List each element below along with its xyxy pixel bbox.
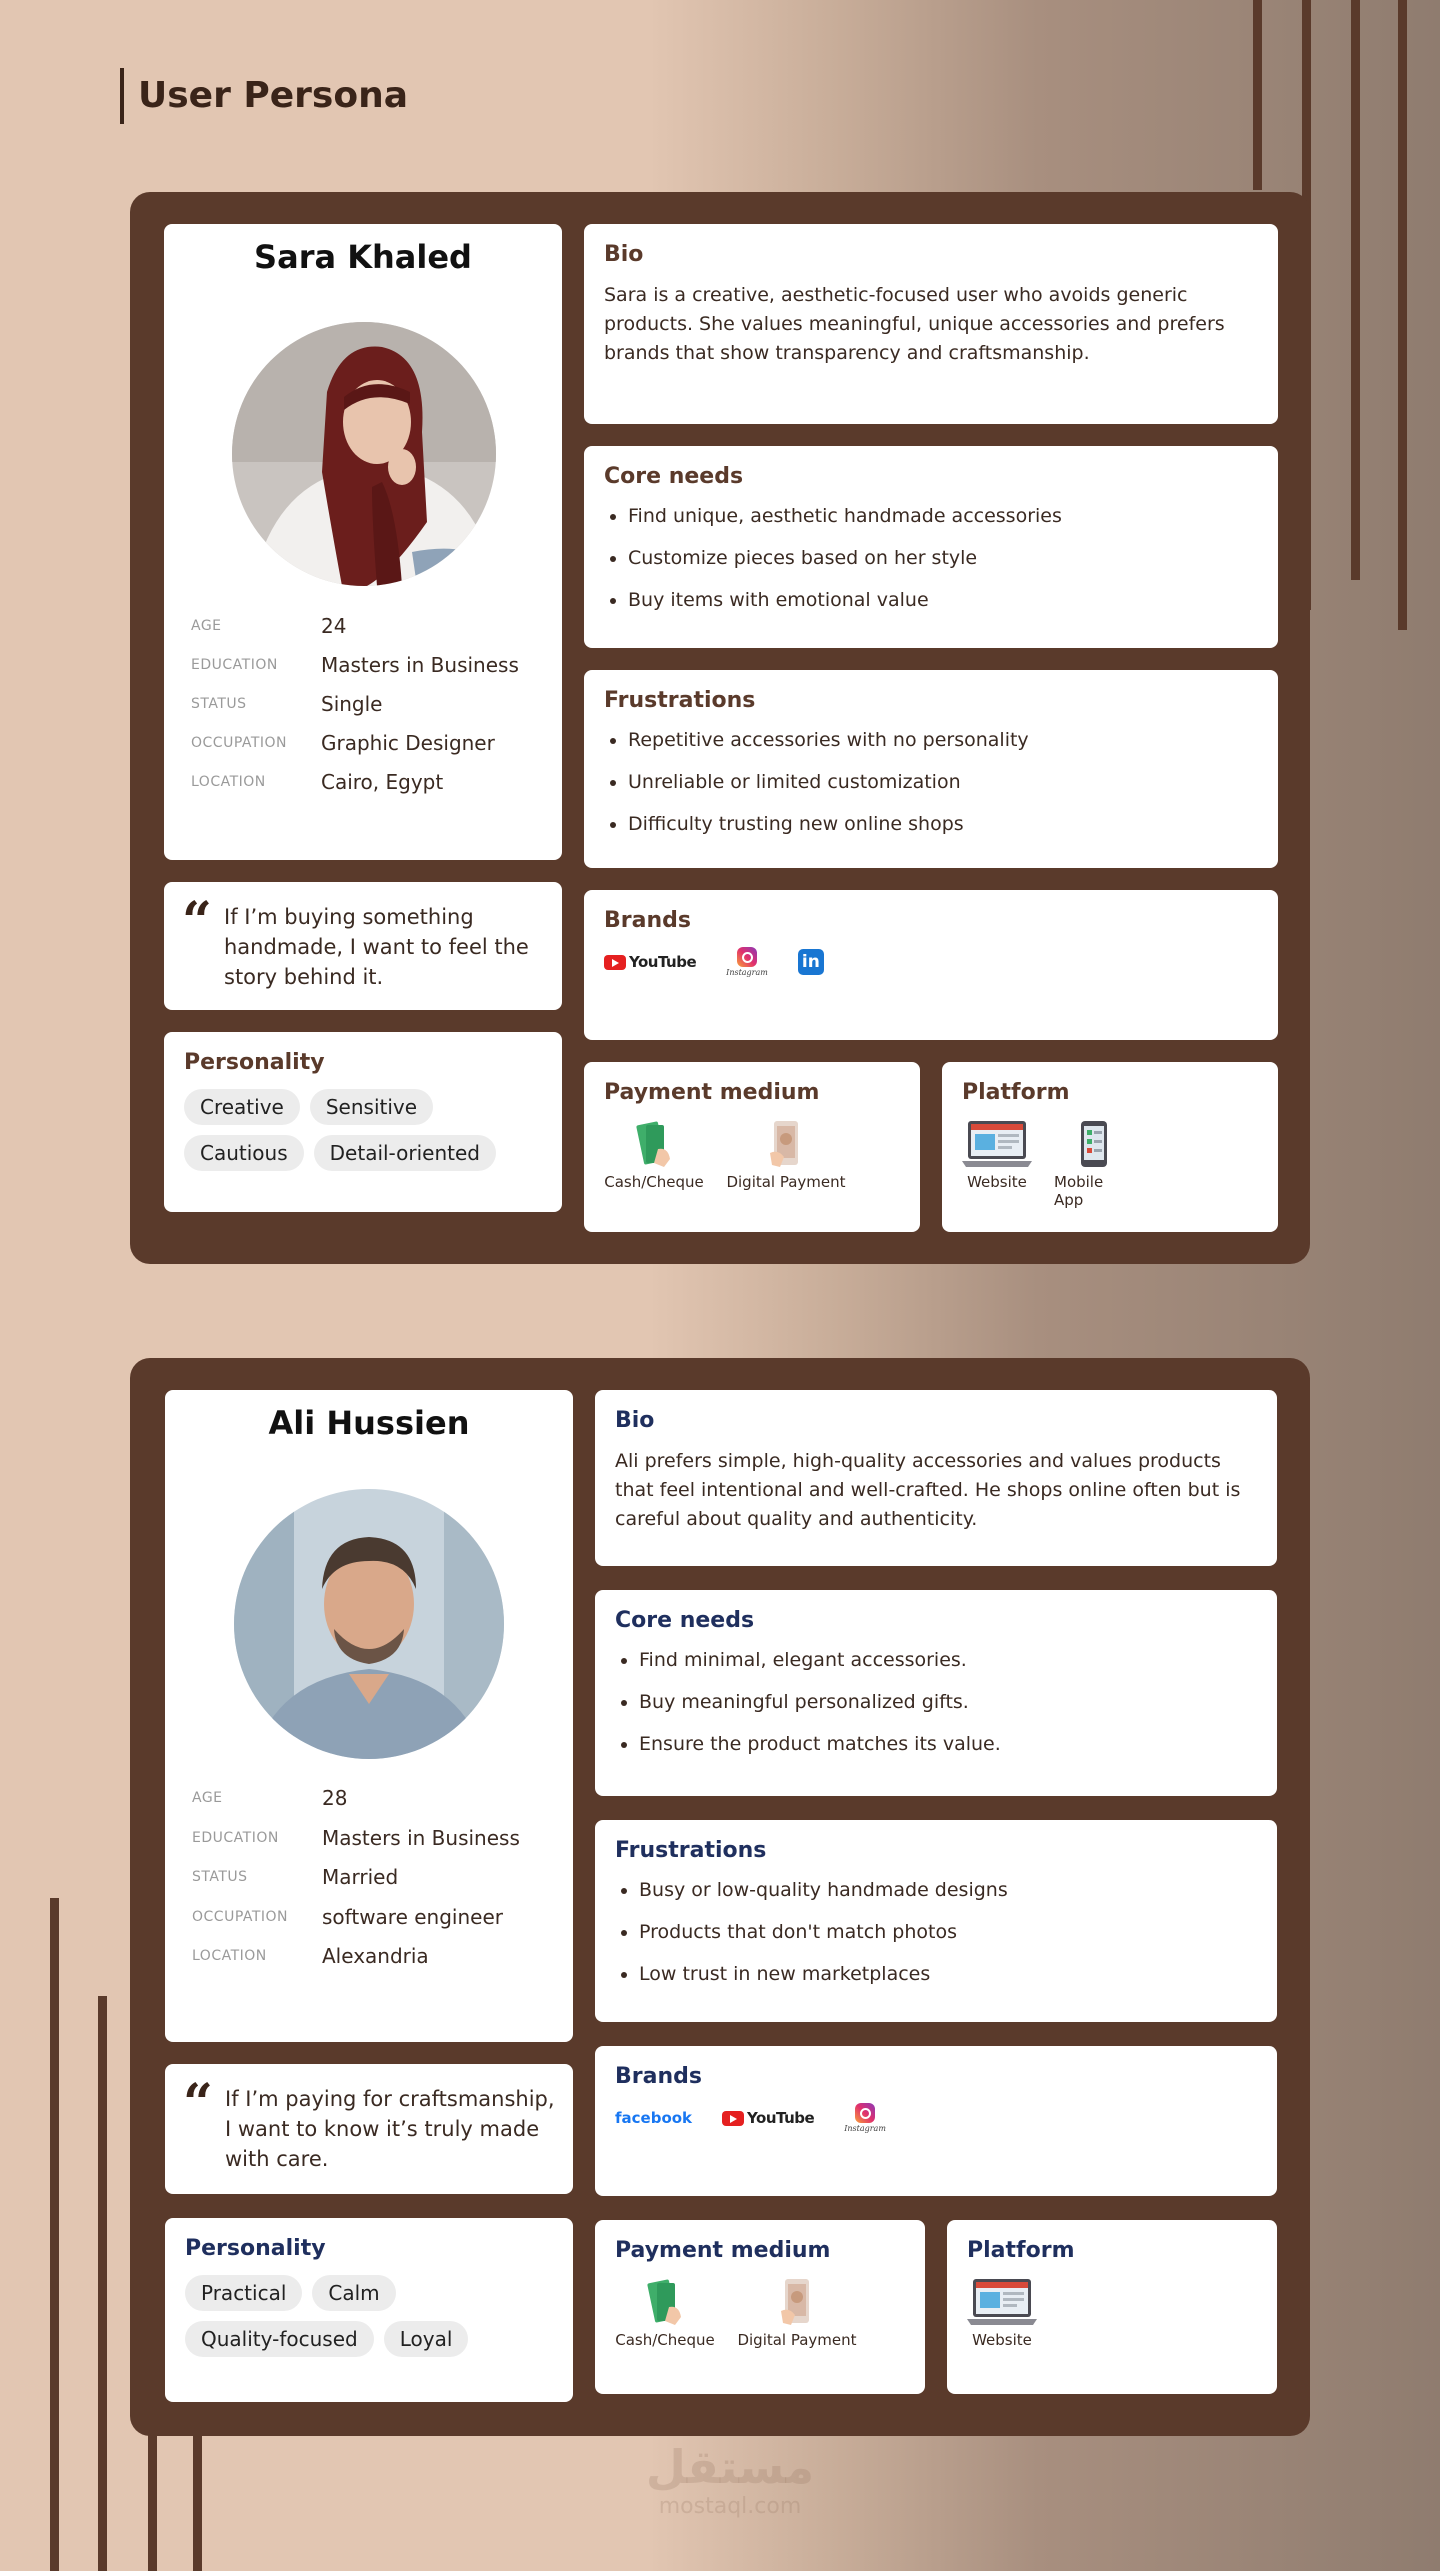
info-status	[191, 692, 382, 716]
payment-label: Digital Payment	[737, 2331, 857, 2349]
payment-card	[584, 1062, 920, 1232]
mobile-app-icon	[1077, 1119, 1111, 1169]
decor-bar	[1253, 0, 1262, 190]
info-label: OCCUPATION	[192, 1909, 289, 1925]
quote-text: If I’m buying something handmade, I want to feel the story behind it.	[224, 905, 529, 989]
brands-card	[595, 2046, 1277, 2196]
platform-card	[942, 1062, 1278, 1232]
cash-icon	[632, 1119, 676, 1169]
personality-title: Personality	[185, 2236, 326, 2261]
info-value: 24	[321, 614, 347, 638]
watermark-latin: mostaql.com	[658, 2494, 802, 2519]
laptop-icon	[967, 2277, 1037, 2327]
info-label: AGE	[191, 618, 222, 634]
page-title: User Persona	[120, 68, 408, 124]
platform-label: Website	[972, 2331, 1032, 2349]
linkedin-icon: in	[798, 949, 824, 975]
platform-option	[1054, 1119, 1134, 1209]
frustrations-list	[604, 727, 1258, 837]
personality-card	[165, 2218, 573, 2402]
bio-text: Sara is a creative, aesthetic-focused user who avoids generic products. She values meaningful, unique accessories and prefers brands that show transparency and craftsmanship.	[604, 284, 1225, 364]
list-item: • Find minimal, elegant accessories.	[639, 1647, 1257, 1673]
list-item: • Unreliable or limited customization	[628, 769, 1258, 795]
instagram-icon: Instagram	[844, 2103, 886, 2133]
info-education	[191, 653, 519, 677]
personality-tags	[184, 1089, 542, 1171]
personality-card	[164, 1032, 562, 1212]
laptop-icon	[962, 1119, 1032, 1169]
profile-card	[165, 1390, 573, 2042]
info-label: EDUCATION	[191, 657, 278, 673]
core-needs-title: Core needs	[604, 464, 744, 489]
list-item: • Difficulty trusting new online shops	[628, 811, 1258, 837]
info-occupation	[192, 1905, 503, 1929]
platform-option	[962, 1119, 1032, 1191]
brand-logos	[604, 947, 1258, 977]
info-age	[192, 1786, 347, 1810]
list-item: • Busy or low-quality handmade designs	[639, 1877, 1257, 1903]
info-value: 28	[322, 1786, 348, 1810]
payment-option	[726, 1119, 846, 1191]
info-label: OCCUPATION	[191, 735, 288, 751]
platform-option	[967, 2277, 1037, 2349]
platform-title: Platform	[962, 1080, 1070, 1105]
personality-tag: Detail-oriented	[314, 1135, 496, 1171]
payment-label: Cash/Cheque	[604, 1173, 704, 1191]
info-label: LOCATION	[192, 1948, 267, 1964]
list-item: • Products that don't match photos	[639, 1919, 1257, 1945]
persona-panel-sara	[130, 192, 1310, 1264]
frustrations-list	[615, 1877, 1257, 1987]
payment-card	[595, 2220, 925, 2394]
brands-title: Brands	[615, 2064, 702, 2089]
brand-logos	[615, 2103, 1257, 2133]
personality-title: Personality	[184, 1050, 325, 1075]
info-value: Masters in Business	[321, 653, 519, 677]
info-value: Single	[321, 692, 383, 716]
payment-options	[604, 1119, 900, 1191]
list-item: • Ensure the product matches its value.	[639, 1731, 1257, 1757]
cash-icon	[643, 2277, 687, 2327]
platform-card	[947, 2220, 1277, 2394]
platform-options	[967, 2277, 1257, 2349]
phone-payment-icon	[764, 1119, 808, 1169]
decor-bar	[1398, 0, 1407, 630]
info-value: Cairo, Egypt	[321, 770, 444, 794]
list-item: • Buy items with emotional value	[628, 587, 1258, 613]
persona-name: Sara Khaled	[254, 238, 472, 276]
info-education	[192, 1826, 520, 1850]
personality-tag: Cautious	[184, 1135, 304, 1171]
profile-card	[164, 224, 562, 860]
payment-option	[615, 2277, 715, 2349]
personality-tag: Calm	[312, 2275, 395, 2311]
decor-bar	[50, 1898, 59, 2571]
list-item: • Low trust in new marketplaces	[639, 1961, 1257, 1987]
platform-title: Platform	[967, 2238, 1075, 2263]
info-value: Alexandria	[322, 1944, 429, 1968]
phone-payment-icon	[775, 2277, 819, 2327]
payment-option	[737, 2277, 857, 2349]
avatar	[232, 322, 496, 586]
list-item: • Customize pieces based on her style	[628, 545, 1258, 571]
info-occupation	[191, 731, 495, 755]
list-item: • Repetitive accessories with no personality	[628, 727, 1258, 753]
bio-card	[595, 1390, 1277, 1566]
decor-bar	[148, 2420, 157, 2571]
info-value: Masters in Business	[322, 1826, 520, 1850]
persona-name: Ali Hussien	[268, 1404, 470, 1442]
info-label: LOCATION	[191, 774, 266, 790]
info-status	[192, 1865, 398, 1889]
platform-options	[962, 1119, 1258, 1209]
platform-label: Mobile App	[1054, 1173, 1104, 1209]
core-needs-list	[604, 503, 1258, 613]
payment-option	[604, 1119, 704, 1191]
persona-panel-ali	[130, 1358, 1310, 2436]
quote-card	[165, 2064, 573, 2194]
watermark	[600, 2440, 860, 2519]
info-value: software engineer	[322, 1905, 503, 1929]
info-location	[191, 770, 443, 794]
core-needs-list	[615, 1647, 1257, 1757]
avatar	[234, 1489, 504, 1759]
payment-title: Payment medium	[615, 2238, 831, 2263]
quote-icon: “	[183, 2073, 213, 2134]
personality-tag: Loyal	[384, 2321, 469, 2357]
brands-card	[584, 890, 1278, 1040]
watermark-arabic: مستقل	[645, 2440, 815, 2494]
info-label: AGE	[192, 1790, 223, 1806]
payment-label: Cash/Cheque	[615, 2331, 715, 2349]
personality-tag: Creative	[184, 1089, 300, 1125]
payment-title: Payment medium	[604, 1080, 820, 1105]
instagram-icon: Instagram	[726, 947, 768, 977]
decor-bar	[193, 2420, 202, 2571]
personality-tag: Practical	[185, 2275, 302, 2311]
core-needs-card	[584, 446, 1278, 648]
frustrations-title: Frustrations	[615, 1838, 767, 1863]
quote-icon: “	[182, 891, 212, 952]
quote-text: If I’m paying for craftsmanship, I want to know it’s truly made with care.	[225, 2087, 555, 2171]
bio-title: Bio	[604, 242, 644, 267]
payment-label: Digital Payment	[726, 1173, 846, 1191]
frustrations-title: Frustrations	[604, 688, 756, 713]
bio-card	[584, 224, 1278, 424]
info-age	[191, 614, 346, 638]
decor-bar	[98, 1996, 107, 2571]
personality-tag: Quality-focused	[185, 2321, 374, 2357]
quote-card	[164, 882, 562, 1010]
youtube-icon: YouTube	[604, 953, 696, 971]
list-item: • Buy meaningful personalized gifts.	[639, 1689, 1257, 1715]
info-label: STATUS	[192, 1869, 248, 1885]
bio-text: Ali prefers simple, high-quality accessories and values products that feel intentional and well-crafted. He shops online often but is careful about quality and authenticity.	[615, 1450, 1241, 1530]
info-location	[192, 1944, 429, 1968]
personality-tag: Sensitive	[310, 1089, 433, 1125]
decor-bar	[1351, 0, 1360, 580]
platform-label: Website	[967, 1173, 1027, 1191]
brands-title: Brands	[604, 908, 691, 933]
frustrations-card	[595, 1820, 1277, 2022]
payment-options	[615, 2277, 905, 2349]
info-value: Married	[322, 1865, 399, 1889]
list-item: • Find unique, aesthetic handmade accessories	[628, 503, 1258, 529]
info-label: STATUS	[191, 696, 247, 712]
bio-title: Bio	[615, 1408, 655, 1433]
core-needs-card	[595, 1590, 1277, 1796]
facebook-icon: facebook	[615, 2109, 693, 2127]
info-label: EDUCATION	[192, 1830, 279, 1846]
frustrations-card	[584, 670, 1278, 868]
personality-tags	[185, 2275, 553, 2357]
core-needs-title: Core needs	[615, 1608, 755, 1633]
info-value: Graphic Designer	[321, 731, 495, 755]
youtube-icon: YouTube	[722, 2109, 814, 2127]
